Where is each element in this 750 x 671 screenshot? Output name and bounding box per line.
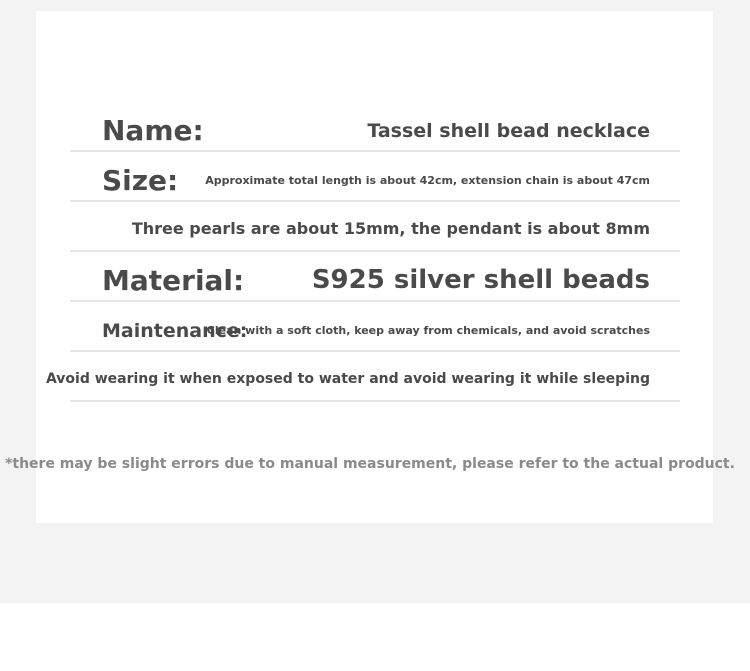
spec-row-size-detail <box>70 202 680 252</box>
bottom-strip <box>0 603 750 671</box>
material-value: S925 silver shell beads <box>311 265 650 295</box>
spec-row-material <box>70 252 680 302</box>
material-label: Material: <box>102 264 245 297</box>
spec-row-maintenance-detail <box>45 352 680 402</box>
size-detail: Three pearls are about 15mm, the pendant is about 8mm <box>131 219 650 238</box>
spec-row-size <box>70 152 680 202</box>
spec-row-name <box>70 102 680 152</box>
footnote: *there may be slight errors due to manual measurement, please refer to the actual product. <box>5 456 735 472</box>
size-value: Approximate total length is about 42cm, extension chain is about 47cm <box>205 174 650 187</box>
maintenance-label: Maintenance: <box>102 320 248 342</box>
size-label: Size: <box>102 164 179 197</box>
maintenance-value: Clean with a soft cloth, keep away from chemicals, and avoid scratches <box>206 324 650 337</box>
maintenance-detail: Avoid wearing it when exposed to water and avoid wearing it while sleeping <box>45 371 650 387</box>
name-label: Name: <box>102 114 204 147</box>
spec-row-maintenance <box>70 302 680 352</box>
name-value: Tassel shell bead necklace <box>367 120 650 142</box>
